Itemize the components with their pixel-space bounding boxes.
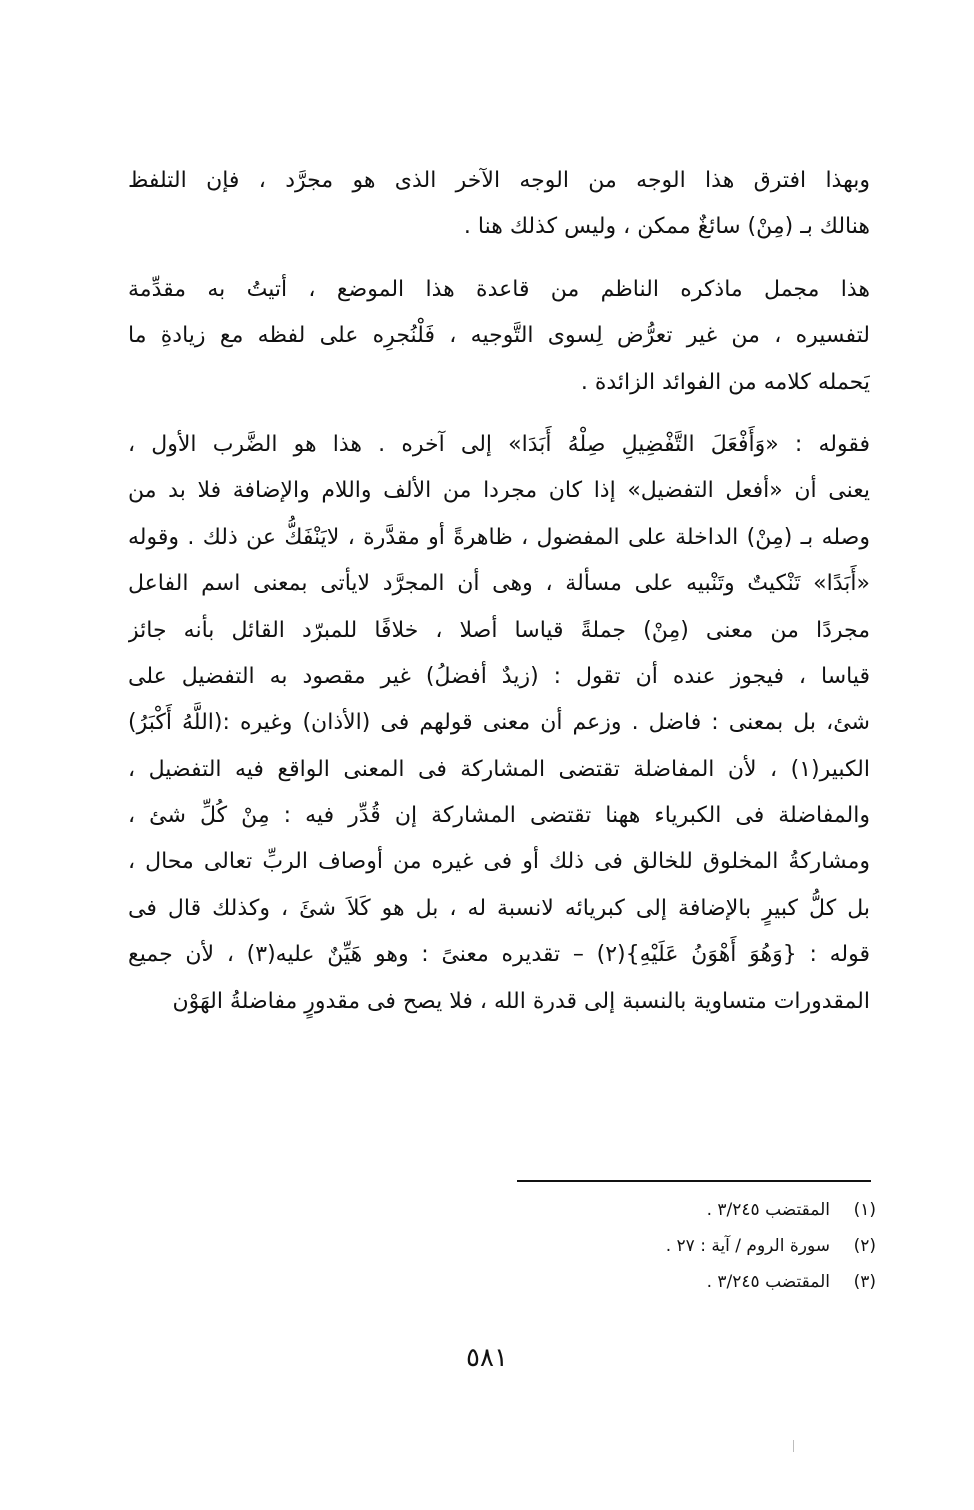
text-line: شئ، بل بمعنى : فاضل . وزعم أن معنى قولهم فى (الأذان) وغيره :(اللَّهُ أَكْبَرُ) — [128, 710, 870, 736]
scan-mark — [793, 1440, 794, 1452]
footnote — [536, 1264, 876, 1300]
text-line: هذا مجمل ماذكره الناظم من قاعدة هذا الموضع ، أتيتُ به مقدِّمة — [128, 276, 870, 302]
text-line: يَحمله كلامه من الفوائد الزائدة . — [580, 369, 870, 395]
paragraph — [128, 267, 870, 406]
text-line: «أَبَدًا» تَنْكيتٌ وتَنْبيه على مسألة ، وهى أن المجرَّد لايأتى بمعنى اسم الفاعل — [128, 571, 870, 597]
footnote-divider — [517, 1180, 871, 1182]
text-line: يعنى أن «أفعل التفضيل» إذا كان مجردا من الألف واللام والإضافة فلا بد من — [128, 478, 870, 504]
text-line: فقوله : «وَأَفْعَلَ التَّفْضِيلِ صِلْهُ أَبَدَا» إلى آخره . هذا هو الضَّرب الأول ، — [128, 431, 870, 457]
text-line: ومشاركةُ المخلوق للخالق فى ذلك أو فى غيره من أوصاف الربِّ تعالى محال ، — [128, 849, 870, 875]
text-line: والمفاضلة فى الكبرياء ههنا تقتضى المشاركة إن قُدِّر فيه : مِنْ كُلِّ شئ ، — [128, 803, 870, 829]
text-line: بل كلُّ كبيرٍ بالإضافة إلى كبريائه لانسبة له ، بل هو كَلاَ شئَ ، وكذلك قال فى — [128, 895, 870, 921]
text-line: وصله بـ (مِنْ) الداخلة على المفضول ، ظاهرةً أو مقدَّرة ، لايَنْفَكُّ عن ذلك . وقوله — [128, 524, 870, 550]
page-number: ٥٨١ — [466, 1343, 508, 1373]
text-line: قياسا ، فيجوز عنده أن تقول : (زيدٌ أفضلُ) غير مقصود به التفضيل على — [128, 663, 870, 689]
footnotes — [536, 1192, 876, 1300]
text-line: الكبير(١) ، لأن المفاضلة تقتضى المشاركة فى المعنى الواقع فيه التفضيل ، — [128, 756, 870, 782]
text-line: وبهذا افترق هذا الوجه من الوجه الآخر الذى هو مجرَّد ، فإن التلفظ — [128, 168, 870, 193]
footnote-text: المقتضب ٣/٢٤٥ . — [706, 1272, 830, 1292]
text-line: المقدورات متساوية بالنسبة إلى قدرة الله ، فلا يصح فى مقدورٍ مفاضلةُ الهَوْن — [172, 988, 870, 1014]
footnote-number: (١) — [853, 1200, 876, 1220]
text-line: هنالك بـ (مِنْ) سائغٌ ممكن ، وليس كذلك هنا . — [463, 214, 870, 240]
footnote — [536, 1192, 876, 1228]
paragraph — [128, 422, 870, 1025]
footnote-text: المقتضب ٣/٢٤٥ . — [706, 1200, 830, 1220]
text-line: لتفسيره ، من غير تعرُّض لِسوى التَّوجيه ، فَلْنُجرِه على لفظه مع زيادةِ ما — [128, 323, 870, 349]
paragraph — [128, 158, 870, 251]
text-line: قوله : {وَهُوَ أَهْوَنُ عَلَيْهِ}(٢) – تقديره معنىً : وهو هَيِّنٌ عليه(٣) ، لأن جميع — [128, 942, 870, 968]
text-line: مجردًا من معنى (مِنْ) جملةً قياسا أصلا ، خلافًا للمبرّد القائل بأنه جائز — [128, 617, 870, 643]
footnote-text: سورة الروم / آية : ٢٧ . — [665, 1236, 830, 1256]
footnote-number: (٣) — [853, 1272, 876, 1292]
footnote — [536, 1228, 876, 1264]
body-text — [128, 158, 870, 1025]
footnote-number: (٢) — [853, 1236, 876, 1256]
